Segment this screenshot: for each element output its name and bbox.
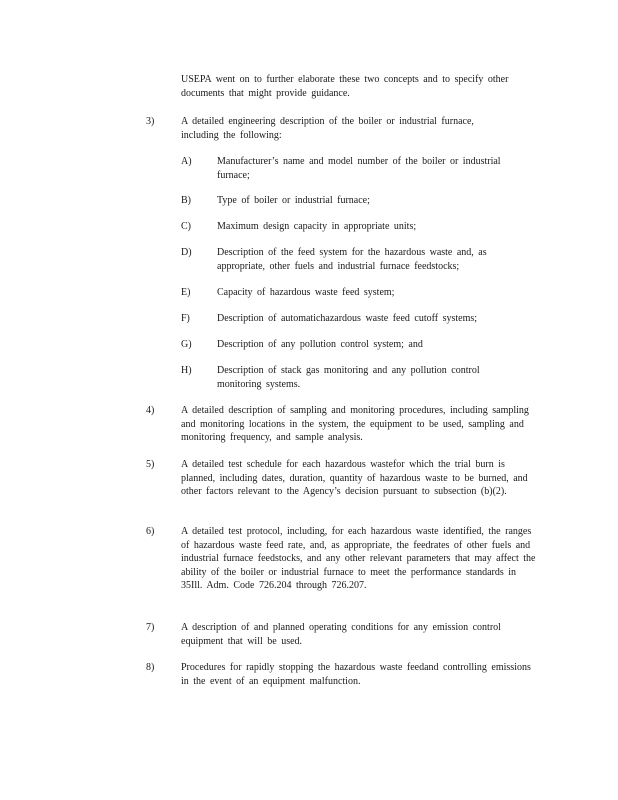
subitem-text: Maximum design capacity in appropriate units; (217, 221, 417, 232)
subitem-text: Description of stack gas monitoring and any pollution control monitoring systems. (217, 365, 480, 390)
subitem-text: Type of boiler or industrial furnace; (217, 195, 370, 206)
item-number: 4) (146, 405, 155, 416)
subitem-text: Description of any pollution control system; and (217, 339, 423, 350)
item-text: A detailed test protocol, including, for each hazardous waste identified, the ranges of hazardous waste feed rate, and, as appropriate, the feedrates of other fuels and industrial furnace feedstocks, and any other relevant parameters that may affect the ability of the boiler or industrial furnace to meet the performance standards in 35Ill. Adm. Code 726.204 through 726.207. (181, 526, 536, 591)
item-number: 5) (146, 459, 155, 470)
subitem-text: Capacity of hazardous waste feed system; (217, 287, 395, 298)
item-text: A detailed description of sampling and monitoring procedures, including sampling and monitoring locations in the system, the equipment to be used, sampling and monitoring frequency, and sample analysis. (181, 405, 529, 443)
subitem-letter: A) (181, 156, 192, 167)
item-number: 8) (146, 662, 155, 673)
subitem-letter: E) (181, 287, 191, 298)
item-text: A description of and planned operating conditions for any emission control equipment that will be used. (181, 622, 501, 647)
item-text: Procedures for rapidly stopping the hazardous waste feedand controlling emissions in the event of an equipment malfunction. (181, 662, 531, 687)
subitem-letter: D) (181, 247, 192, 258)
subitem-letter: G) (181, 339, 192, 350)
subitem-letter: F) (181, 313, 190, 324)
item-number: 6) (146, 526, 155, 537)
subitem-letter: C) (181, 221, 191, 232)
item-text: A detailed test schedule for each hazardous wastefor which the trial burn is planned, including dates, duration, quantity of hazardous waste to be burned, and other factors relevant to the Agency’s decision pursuant to subsection (b)(2). (181, 459, 528, 497)
subitem-text: Description of the feed system for the hazardous waste and, as appropriate, other fuels and industrial furnace feedstocks; (217, 247, 487, 272)
subitem-letter: H) (181, 365, 192, 376)
subitem-text: Manufacturer’s name and model number of the boiler or industrial furnace; (217, 156, 501, 181)
item-text: A detailed engineering description of the boiler or industrial furnace, including the following: (181, 116, 474, 141)
item-number: 7) (146, 622, 155, 633)
item-number: 3) (146, 116, 155, 127)
subitem-text: Description of automatichazardous waste feed cutoff systems; (217, 313, 478, 324)
intro-paragraph: USEPA went on to further elaborate these two concepts and to specify other documents that might provide guidance. (181, 74, 509, 99)
subitem-letter: B) (181, 195, 191, 206)
